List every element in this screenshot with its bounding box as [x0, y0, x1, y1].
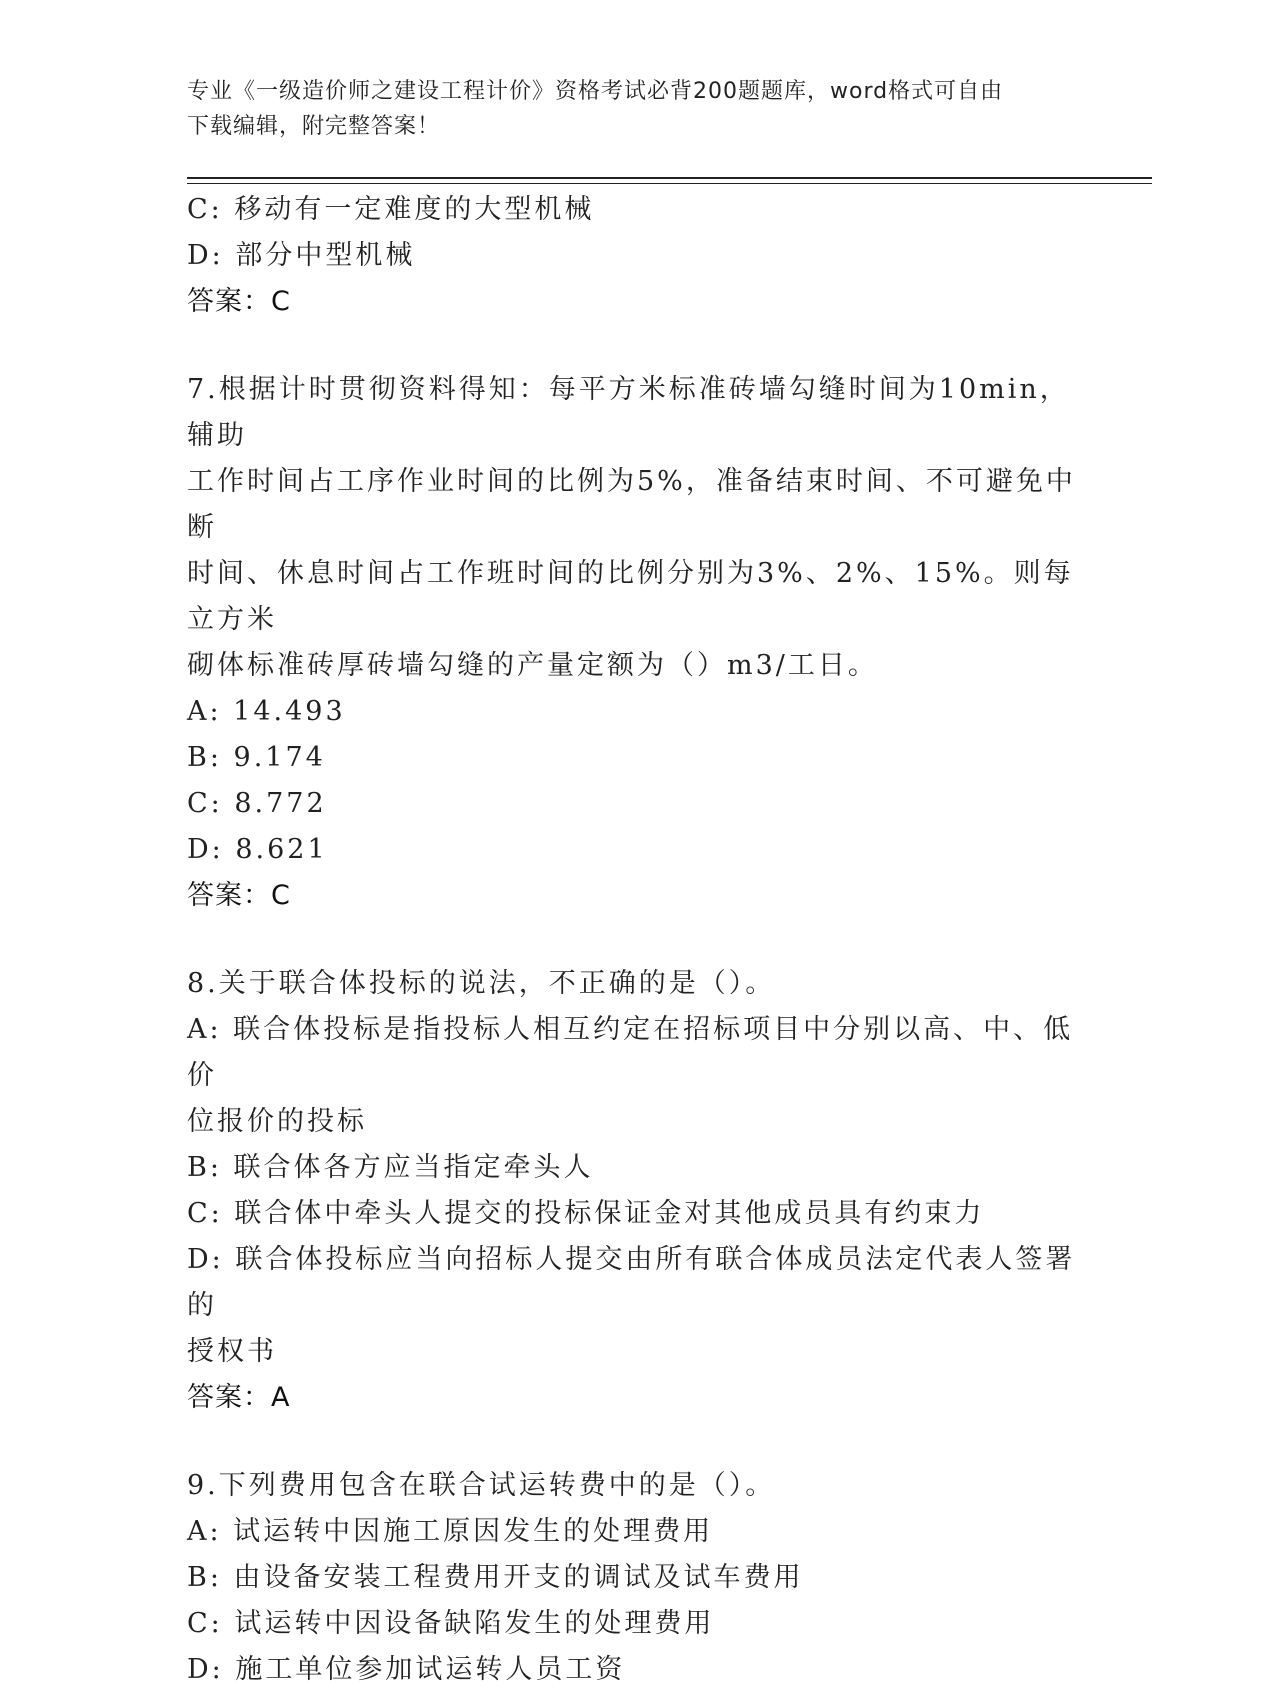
option-a-line: A: 联合体投标是指投标人相互约定在招标项目中分别以高、中、低价: [187, 1014, 1074, 1091]
question-stem-line: 7.根据计时贯彻资料得知：每平方米标准砖墙勾缝时间为10min，辅助: [187, 374, 1070, 451]
question-stem: 9.下列费用包含在联合试运转费中的是（）。: [187, 1470, 776, 1501]
option-c: C: 联合体中牵头人提交的投标保证金对其他成员具有约束力: [187, 1198, 985, 1229]
header-rule-thick: [187, 177, 1152, 179]
question-stem-line: 工作时间占工序作业时间的比例为5%，准备结束时间、不可避免中断: [187, 466, 1076, 543]
question-8: [187, 961, 1087, 1421]
header-line-1: 专业《一级造价师之建设工程计价》资格考试必背200题题库，word格式可自由: [187, 79, 1004, 104]
option-a: A: 试运转中因施工原因发生的处理费用: [187, 1516, 714, 1547]
question-stem: 8.关于联合体投标的说法，不正确的是（）。: [187, 968, 776, 999]
spacer: [187, 1421, 1087, 1463]
option-d: D: 施工单位参加试运转人员工资: [187, 1654, 626, 1685]
answer: 答案：C: [187, 286, 291, 317]
question-7: [187, 367, 1087, 919]
header-rule-thin: [187, 183, 1152, 184]
spacer: [187, 919, 1087, 961]
option-c: C: 试运转中因设备缺陷发生的处理费用: [187, 1608, 715, 1639]
question-6-tail: [187, 187, 1087, 325]
option-d-line: D: 联合体投标应当向招标人提交由所有联合体成员法定代表人签署的: [187, 1244, 1076, 1321]
option-d: D: 8.621: [187, 834, 328, 865]
option-b: B: 由设备安装工程费用开支的调试及试车费用: [187, 1562, 804, 1593]
option-b: B: 联合体各方应当指定牵头人: [187, 1152, 594, 1183]
option-a: A: 14.493: [187, 696, 346, 727]
option-a-line: 位报价的投标: [187, 1106, 367, 1137]
option-b: B: 9.174: [187, 742, 326, 773]
option-d: D: 部分中型机械: [187, 240, 416, 271]
question-list: [187, 187, 1087, 1693]
option-c: C: 移动有一定难度的大型机械: [187, 194, 595, 225]
answer: 答案：A: [187, 1382, 291, 1413]
spacer: [187, 325, 1087, 367]
document-header: [187, 74, 1067, 144]
header-line-2: 下载编辑，附完整答案！: [187, 114, 441, 139]
answer: 答案：C: [187, 880, 291, 911]
option-d-line: 授权书: [187, 1336, 277, 1367]
question-stem-line: 砌体标准砖厚砖墙勾缝的产量定额为（）m3/工日。: [187, 650, 878, 681]
question-9: [187, 1463, 1087, 1693]
option-c: C: 8.772: [187, 788, 327, 819]
question-stem-line: 时间、休息时间占工作班时间的比例分别为3%、2%、15%。则每立方米: [187, 558, 1074, 635]
